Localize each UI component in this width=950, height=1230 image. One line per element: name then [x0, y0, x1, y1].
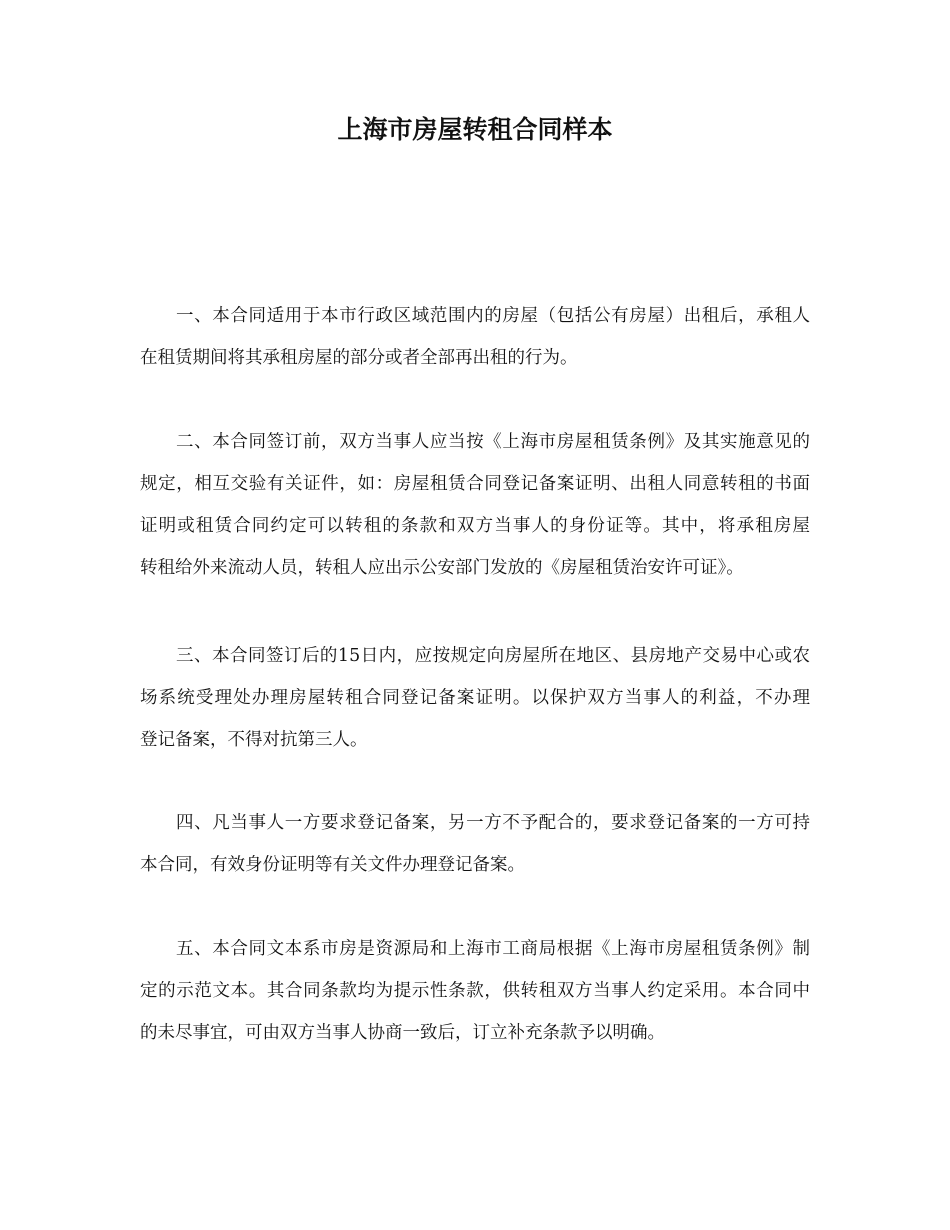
text-line: 本合同，有效身份证明等有关文件办理登记备案。 — [140, 855, 525, 875]
text-line: 的未尽事宜，可由双方当事人协商一致后，订立补充条款予以明确。 — [140, 1023, 665, 1043]
paragraph-5 — [140, 928, 810, 1054]
paragraph-3 — [140, 635, 810, 761]
text-line: 场系统受理处办理房屋转租合同登记备案证明。以保护双方当事人的利益，不办理 — [140, 688, 810, 708]
paragraph-4 — [140, 802, 810, 886]
text-line: 二、本合同签订前，双方当事人应当按《上海市房屋租赁条例》及其实施意见的 — [176, 432, 810, 452]
document-title: 上海市房屋转租合同样本 — [337, 115, 613, 144]
text-line: 三、本合同签订后的15日内，应按规定向房屋所在地区、县房地产交易中心或农 — [176, 646, 810, 666]
paragraph-1 — [140, 295, 810, 379]
text-line: 四、凡当事人一方要求登记备案，另一方不予配合的，要求登记备案的一方可持 — [176, 813, 810, 833]
text-line: 在租赁期间将其承租房屋的部分或者全部再出租的行为。 — [140, 348, 578, 368]
text-line: 登记备案，不得对抗第三人。 — [140, 730, 368, 750]
text-line: 五、本合同文本系市房是资源局和上海市工商局根据《上海市房屋租赁条例》制 — [176, 939, 810, 959]
paragraph-2 — [140, 421, 810, 589]
text-line: 规定，相互交验有关证件，如：房屋租赁合同登记备案证明、出租人同意转租的书面 — [140, 474, 810, 494]
text-line: 证明或租赁合同约定可以转租的条款和双方当事人的身份证等。其中，将承租房屋 — [140, 516, 810, 536]
text-line: 转租给外来流动人员，转租人应出示公安部门发放的《房屋租赁治安许可证》。 — [140, 558, 744, 578]
text-line: 一、本合同适用于本市行政区域范围内的房屋（包括公有房屋）出租后，承租人 — [176, 306, 810, 326]
text-line: 定的示范文本。其合同条款均为提示性条款，供转租双方当事人约定采用。本合同中 — [140, 981, 810, 1001]
